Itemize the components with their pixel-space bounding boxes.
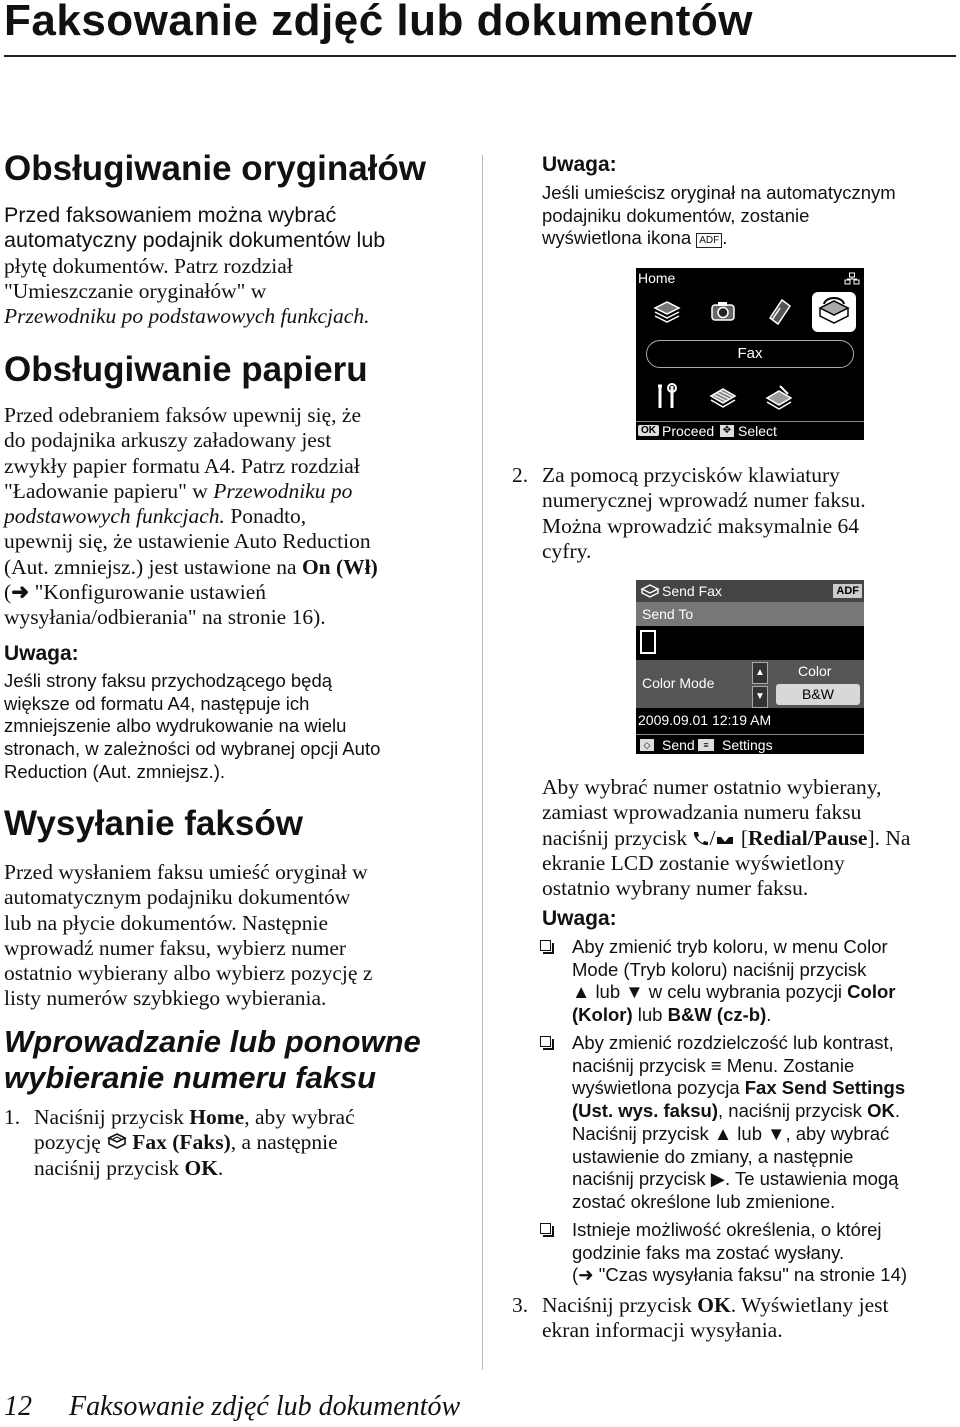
setup-icon bbox=[650, 380, 684, 414]
adf-icon: ADF bbox=[696, 233, 722, 248]
start-icon: ◇ bbox=[640, 739, 654, 751]
bullet-icon bbox=[540, 1036, 551, 1047]
arrow-icon: ➜ bbox=[11, 580, 30, 605]
color-option[interactable]: Color bbox=[798, 663, 832, 679]
subsection-heading-dialing: Wprowadzanie lub ponowne wybieranie numeru faksu bbox=[4, 1024, 421, 1095]
step-1: 1. Naciśnij przycisk Home, aby wybrać pozycję Fax (Faks), a następnie naciśnij przycisk OK. bbox=[4, 1105, 355, 1180]
page-number: 12 bbox=[4, 1391, 32, 1422]
note-heading: Uwaga: bbox=[4, 642, 79, 665]
note-text: Jeśli strony faksu przychodzącego będą większe od formatu A4, następuje ich zmniejszenie albo wydrukowanie na wielu stronach, w zależności od wybranej opcji Auto Reduction (Aut. zmniejsz.). bbox=[4, 670, 381, 782]
color-mode-row: Color Mode ▲ ▼ Color B&W bbox=[636, 660, 864, 708]
section-heading-originals: Obsługiwanie oryginałów bbox=[4, 149, 426, 188]
column-divider bbox=[482, 155, 483, 1370]
ok-key-icon: OK bbox=[638, 425, 659, 436]
copy-icon bbox=[650, 294, 684, 328]
up-arrow-icon[interactable]: ▲ bbox=[752, 662, 768, 684]
scan-icon bbox=[762, 294, 796, 328]
step-number: 3. bbox=[512, 1293, 529, 1317]
step-number: 2. bbox=[512, 463, 529, 487]
print-photo-icon bbox=[762, 380, 796, 414]
note-heading: Uwaga: bbox=[542, 153, 617, 176]
network-icon bbox=[844, 272, 860, 286]
phone-icon bbox=[692, 830, 709, 847]
pause-icon bbox=[715, 831, 735, 847]
lcd-title: Home bbox=[638, 270, 676, 286]
step-number: 1. bbox=[4, 1105, 21, 1129]
fax-label-bar: Fax bbox=[646, 340, 854, 368]
bw-option[interactable]: B&W bbox=[776, 684, 860, 705]
note-bullet-color: Aby zmienić tryb koloru, w menu Color Mode (Tryb koloru) naciśnij przycisk ▲ lub ▼ w celu wybrania pozycji Color (Kolor) lub B&W (cz-b). bbox=[540, 936, 895, 1027]
paper-paragraph: Przed odebraniem faksów upewnij się, że do podajnika arkuszy załadowany jest zwykły papier formatu A4. Patrz rozdział "Ładowanie papieru" w Przewodniku po podstawowych funkcjach. Ponadto, upewnij się, że ustawienie Auto Reduction (Aut. zmniejsz.) jest ustawione na On (Wł) (➜ "Konfigurowanie ustawień wysyłania/odbierania" na stronie 16). bbox=[4, 403, 378, 630]
note-heading: Uwaga: bbox=[542, 907, 617, 930]
datetime: 2009.09.01 12:19 AM bbox=[638, 712, 772, 728]
header-divider bbox=[4, 55, 956, 57]
sending-paragraph: Przed wysłaniem faksu umieść oryginał w automatycznym podajniku dokumentów lub na płycie dokumentów. Następnie wprowadź numer faksu, wybierz numer ostatnio wybierany albo wybierz pozycję z listy numerów szybkiego wybierania. bbox=[4, 860, 373, 1011]
bullet-icon bbox=[540, 1223, 551, 1234]
lcd-home-screen bbox=[636, 268, 864, 440]
bullet-icon bbox=[540, 940, 551, 951]
camera-icon bbox=[706, 294, 740, 328]
section-heading-paper: Obsługiwanie papieru bbox=[4, 350, 368, 389]
fax-icon bbox=[106, 1132, 128, 1152]
lcd-title-bar: Send Fax ADF bbox=[636, 580, 864, 602]
page-footer bbox=[4, 1391, 460, 1423]
note-bullet-resolution: Aby zmienić rozdzielczość lub kontrast, naciśnij przycisk ≡ Menu. Zostanie wyświetlona pozycja Fax Send Settings (Ust. wys. faksu), naciśnij przycisk OK. Naciśnij przycisk ▲ lub ▼, aby wybrać ustawienie do zmiany, a następnie naciśnij przycisk ▶. Te ustawienia mogą zostać określone lub zmienione. bbox=[540, 1032, 905, 1214]
lcd-send-fax-screen bbox=[636, 580, 864, 754]
down-arrow-icon[interactable]: ▼ bbox=[752, 686, 768, 708]
footer-title: Faksowanie zdjęć lub dokumentów bbox=[69, 1391, 461, 1422]
lcd-bottom-bar: OK Proceed ✥ Select bbox=[636, 421, 864, 440]
page-title: Faksowanie zdjęć lub dokumentów bbox=[4, 0, 753, 45]
section-heading-sending: Wysyłanie faksów bbox=[4, 804, 303, 843]
fax-icon bbox=[640, 583, 660, 599]
layout-icon bbox=[706, 380, 740, 414]
step-2: 2. Za pomocą przycisków klawiatury numerycznej wprowadź numer faksu. Można wprowadzić maksymalnie 64 cyfry. bbox=[512, 463, 866, 563]
fax-icon[interactable] bbox=[812, 292, 856, 332]
arrow-keys-icon: ✥ bbox=[720, 425, 734, 437]
adf-badge: ADF bbox=[833, 584, 862, 598]
redial-paragraph: Aby wybrać numer ostatnio wybierany, zamiast wprowadzania numeru faksu naciśnij przycisk / [Redial/Pause]. Na ekranie LCD zostanie wyświetlony ostatnio wybrany numer faksu. bbox=[542, 775, 911, 901]
step-3: 3. Naciśnij przycisk OK. Wyświetlany jest ekran informacji wysyłania. bbox=[512, 1293, 889, 1343]
lcd-bottom-bar: ◇ Send ≡ Settings bbox=[636, 734, 864, 754]
originals-paragraph: Przed faksowaniem można wybrać automatyczny podajnik dokumentów lub płytę dokumentów. Patrz rozdział "Umieszczanie oryginałów" w Przewodniku po podstawowych funkcjach. bbox=[4, 203, 386, 329]
menu-icon: ≡ bbox=[698, 739, 714, 751]
note-adf-text: Jeśli umieścisz oryginał na automatycznym podajniku dokumentów, zostanie wyświetlona ikona ADF . bbox=[542, 182, 896, 249]
note-bullet-schedule: Istnieje możliwość określenia, o której godzinie faks ma zostać wysłany. (➜ "Czas wysyłania faksu" na stronie 14) bbox=[540, 1219, 907, 1287]
send-to-row: Send To bbox=[636, 602, 864, 626]
fax-number-input[interactable] bbox=[640, 630, 656, 654]
